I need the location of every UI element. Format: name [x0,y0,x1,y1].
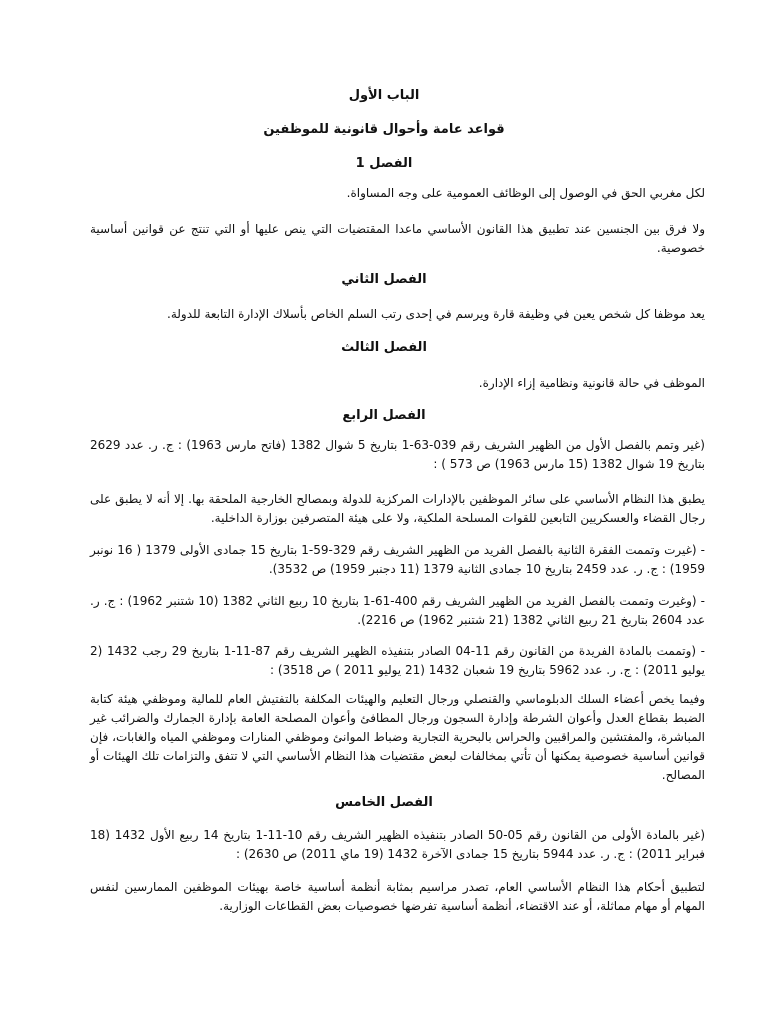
article-paragraph: يطبق هذا النظام الأساسي على سائر الموظفين بالإدارات المركزية للدولة وبمصالح الخارجية الملحقة بها. إلا أنه لا يطبق على رجال القضاء والعسكريين التابعين للقوات المسلحة الملكية، ولا على هيئة المتصرفين بوزارة الداخلية. [90,492,705,525]
article-paragraph: ولا فرق بين الجنسين عند تطبيق هذا القانون الأساسي ماعدا المقتضيات التي ينص عليها أو التي تنتج عن قوانين أساسية خصوصية. [90,222,705,255]
amendment-note: - (غيرت وتممت الفقرة الثانية بالفصل الفريد من الظهير الشريف رقم 329-59-1 بتاريخ 15 جمادى الأولى 1379 ( 16 نونبر 1959) : ج. ر. عدد 2459 بتاريخ 10 جمادى الثانية 1379 (11 دجنبر 1959) ص 3532). [90,543,705,576]
article-paragraph: الموظف في حالة قانونية ونظامية إزاء الإدارة. [478,376,705,390]
amendment-note: - (وغيرت وتممت بالفصل الفريد من الظهير الشريف رقم 400-61-1 بتاريخ 10 ربيع الثاني 1382 (10 شتنبر 1962) : ج. ر. عدد 2604 بتاريخ 21 ربيع الثاني 1382 (21 شتنبر 1962) ص 2216). [90,594,706,627]
chapter-heading: الفصل الرابع [342,408,426,423]
chapter-heading: الفصل 1 [355,156,413,171]
chapter-heading: الفصل الخامس [335,795,433,810]
amendment-note: (غير وتمم بالفصل الأول من الظهير الشريف رقم 039-63-1 بتاريخ 5 شوال 1382 (فاتح مارس 1963) : ج. ر. عدد 2629 بتاريخ 19 شوال 1382 (15 مارس 1963) ص 573 ) : [90,438,705,471]
article-paragraph: يعد موظفا كل شخص يعين في وظيفة قارة ويرسم في إحدى رتب السلم الخاص بأسلاك الإدارة التابعة للدولة. [167,307,705,321]
amendment-note: - (وتممت بالمادة الفريدة من القانون رقم 11-04 الصادر بتنفيذه الظهير الشريف رقم 87-11-1 بتاريخ 29 رجب 1432 (2 يوليو 2011) : ج. ر. عدد 5962 بتاريخ 19 شعبان 1432 (21 يوليو 2011 ) ص 3518) : [90,644,706,677]
article-paragraph: لتطبيق أحكام هذا النظام الأساسي العام، تصدر مراسيم بمثابة أنظمة أساسية خاصة بهيئات الموظفين الممارسين لنفس المهام أو مهام مماثلة، أو عند الاقتضاء، أنظمة أساسية تفرضها خصوصيات بعض القطاعات الوزارية. [90,880,705,913]
part-title: الباب الأول [348,88,420,103]
article-paragraph: لكل مغربي الحق في الوصول إلى الوظائف العمومية على وجه المساواة. [346,186,705,200]
part-subtitle: قواعد عامة وأحوال قانونية للموظفين [263,122,505,137]
article-paragraph: وفيما يخص أعضاء السلك الدبلوماسي والقنصلي ورجال التعليم والهيئات المكلفة بالتفتيش العام للمالية وموظفي هيئة كتابة الضبط بقطاع العدل وأعوان الشرطة وإدارة السجون ورجال المطافئ وأعوان المصلحة العامة بإدارة الجمارك والضرائب غير المباشرة، والمفتشين والمراقبين والحراس بالبحرية التجارية وضباط الموانئ وموظفي المنارات وموظفي المياه والغابات، فإن قوانين أساسية خصوصية يمكنها أن تأتي بمخالفات لبعض مقتضيات هذا النظام الأساسي التي لا تتفق والتزامات تلك الهيئات أو المصالح. [90,692,705,782]
chapter-heading: الفصل الثاني [341,272,427,287]
chapter-heading: الفصل الثالث [341,340,427,355]
amendment-note: (غير بالمادة الأولى من القانون رقم 05-50 الصادر بتنفيذه الظهير الشريف رقم 10-11-1 بتاريخ 14 ربيع الأول 1432 (18 فبراير 2011) : ج. ر. عدد 5944 بتاريخ 15 جمادى الآخرة 1432 (19 ماي 2011) ص 2630) : [90,828,705,861]
